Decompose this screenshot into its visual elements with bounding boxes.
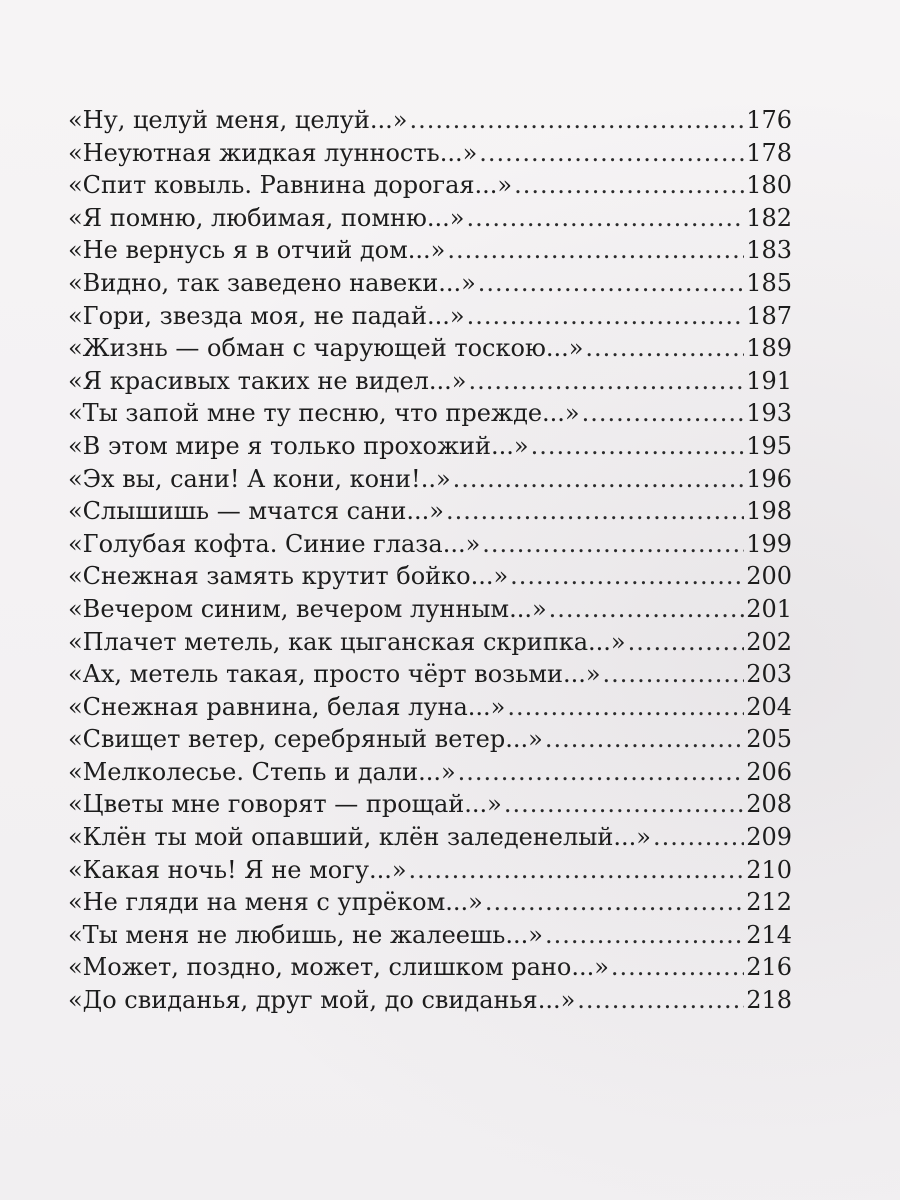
toc-entry-title: «До свиданья, друг мой, до свиданья...» (68, 986, 576, 1015)
toc-entry (68, 951, 792, 984)
toc-dot-leader (482, 528, 744, 561)
toc-entry-title: «Снежная замять крутит бойко...» (68, 562, 509, 591)
toc-dot-leader (409, 104, 744, 137)
toc-entry-title: «Ну, целуй меня, целуй...» (68, 106, 408, 134)
toc-entry-title: «Не гляди на меня с упрёком...» (68, 888, 483, 917)
toc-dot-leader (446, 495, 744, 528)
toc-entry-title: «Ты запой мне ту песню, что прежде...» (68, 399, 580, 428)
toc-entry (68, 919, 792, 952)
toc-entry-title: «Я красивых таких не видел...» (68, 366, 467, 395)
toc-dot-leader (545, 919, 744, 952)
toc-entry-page: 195 (746, 431, 792, 460)
toc-dot-leader (507, 691, 744, 724)
toc-entry-title: «Видно, так заведено навеки...» (68, 268, 476, 297)
toc-dot-leader (468, 365, 744, 398)
toc-dot-leader (458, 756, 745, 789)
toc-entry-page: 176 (746, 106, 792, 134)
toc-entry-page: 205 (746, 725, 792, 754)
toc-dot-leader (409, 854, 745, 887)
toc-dot-leader (504, 788, 744, 821)
toc-dot-leader (453, 463, 745, 496)
toc-entry-title: «Ах, метель такая, просто чёрт возьми...» (68, 660, 601, 689)
toc-dot-leader (447, 234, 744, 267)
toc-dot-leader (549, 593, 745, 626)
toc-entry-title: «Клён ты мой опавший, клён заледенелый...» (68, 823, 651, 852)
toc-entry (68, 104, 792, 137)
toc-entry-page: 191 (746, 366, 792, 395)
toc-entry-title: «Не вернусь я в отчий дом...» (68, 236, 446, 265)
toc-dot-leader (603, 658, 745, 691)
toc-entry-title: «Гори, звезда моя, не падай...» (68, 301, 465, 330)
toc-entry-page: 202 (746, 627, 792, 656)
toc-entry-title: «Эх вы, сани! А кони, кони!..» (68, 464, 451, 493)
table-of-contents (68, 104, 792, 1017)
toc-entry (68, 821, 792, 854)
toc-dot-leader (577, 984, 744, 1017)
toc-entry (68, 984, 792, 1017)
toc-entry (68, 854, 792, 887)
toc-entry-title: «Слышишь — мчатся сани...» (68, 497, 444, 526)
toc-entry-title: «Вечером синим, вечером лунным...» (68, 594, 547, 623)
toc-entry-page: 183 (746, 236, 792, 265)
toc-entry-page: 210 (746, 855, 792, 884)
toc-entry-title: «Неуютная жидкая лунность...» (68, 138, 478, 167)
toc-entry (68, 300, 792, 333)
toc-entry-page: 193 (746, 399, 792, 428)
toc-entry-page: 189 (746, 334, 792, 363)
toc-entry-page: 196 (746, 464, 792, 493)
toc-entry-title: «В этом мире я только прохожий...» (68, 431, 529, 460)
toc-entry-page: 208 (746, 790, 792, 819)
toc-entry-page: 182 (746, 203, 792, 232)
toc-entry-page: 214 (746, 920, 792, 949)
toc-dot-leader (628, 626, 745, 659)
toc-entry (68, 397, 792, 430)
toc-entry-page: 178 (746, 138, 792, 167)
toc-entry (68, 463, 792, 496)
toc-entry-title: «Я помню, любимая, помню...» (68, 203, 465, 232)
toc-entry-page: 206 (746, 757, 792, 786)
toc-entry (68, 560, 792, 593)
toc-entry-page: 209 (746, 823, 792, 852)
toc-entry-page: 185 (746, 268, 792, 297)
toc-entry-title: «Цветы мне говорят — прощай...» (68, 790, 502, 819)
toc-entry (68, 658, 792, 691)
toc-dot-leader (582, 397, 745, 430)
toc-dot-leader (467, 202, 745, 235)
toc-entry-title: «Спит ковыль. Равнина дорогая...» (68, 171, 513, 200)
toc-entry (68, 202, 792, 235)
toc-dot-leader (510, 560, 744, 593)
toc-dot-leader (478, 267, 744, 300)
toc-entry-title: «Снежная равнина, белая луна...» (68, 692, 506, 721)
toc-entry-title: «Может, поздно, может, слишком рано...» (68, 953, 609, 982)
toc-entry-title: «Жизнь — обман с чарующей тоскою...» (68, 334, 584, 363)
toc-entry-title: «Какая ночь! Я не могу...» (68, 855, 407, 884)
toc-entry (68, 626, 792, 659)
toc-entry-page: 204 (746, 692, 792, 721)
toc-entry (68, 788, 792, 821)
toc-dot-leader (531, 430, 745, 463)
toc-entry-title: «Голубая кофта. Синие глаза...» (68, 529, 481, 558)
toc-entry (68, 756, 792, 789)
toc-entry (68, 169, 792, 202)
toc-dot-leader (479, 137, 744, 170)
toc-dot-leader (514, 169, 744, 202)
toc-dot-leader (485, 886, 744, 919)
toc-dot-leader (545, 723, 744, 756)
toc-entry (68, 495, 792, 528)
toc-entry-page: 203 (746, 660, 792, 689)
toc-dot-leader (585, 332, 744, 365)
toc-dot-leader (611, 951, 744, 984)
toc-entry-page: 201 (746, 594, 792, 623)
toc-entry (68, 691, 792, 724)
toc-entry (68, 332, 792, 365)
toc-dot-leader (467, 300, 745, 333)
toc-entry-title: «Мелколесье. Степь и дали...» (68, 757, 456, 786)
toc-entry-page: 218 (746, 986, 792, 1015)
toc-entry-page: 180 (746, 171, 792, 200)
toc-entry-title: «Плачет метель, как цыганская скрипка...» (68, 627, 626, 656)
toc-entry (68, 365, 792, 398)
toc-entry (68, 528, 792, 561)
toc-entry (68, 137, 792, 170)
toc-entry (68, 430, 792, 463)
toc-entry-title: «Ты меня не любишь, не жалеешь...» (68, 920, 543, 949)
toc-entry-title: «Свищет ветер, серебряный ветер...» (68, 725, 543, 754)
toc-entry-page: 216 (746, 953, 792, 982)
toc-entry-page: 200 (746, 562, 792, 591)
toc-entry (68, 723, 792, 756)
toc-dot-leader (653, 821, 744, 854)
toc-entry (68, 886, 792, 919)
toc-entry (68, 267, 792, 300)
toc-entry-page: 199 (746, 529, 792, 558)
toc-entry (68, 593, 792, 626)
toc-entry (68, 234, 792, 267)
toc-entry-page: 212 (746, 888, 792, 917)
toc-entry-page: 187 (746, 301, 792, 330)
toc-entry-page: 198 (746, 497, 792, 526)
